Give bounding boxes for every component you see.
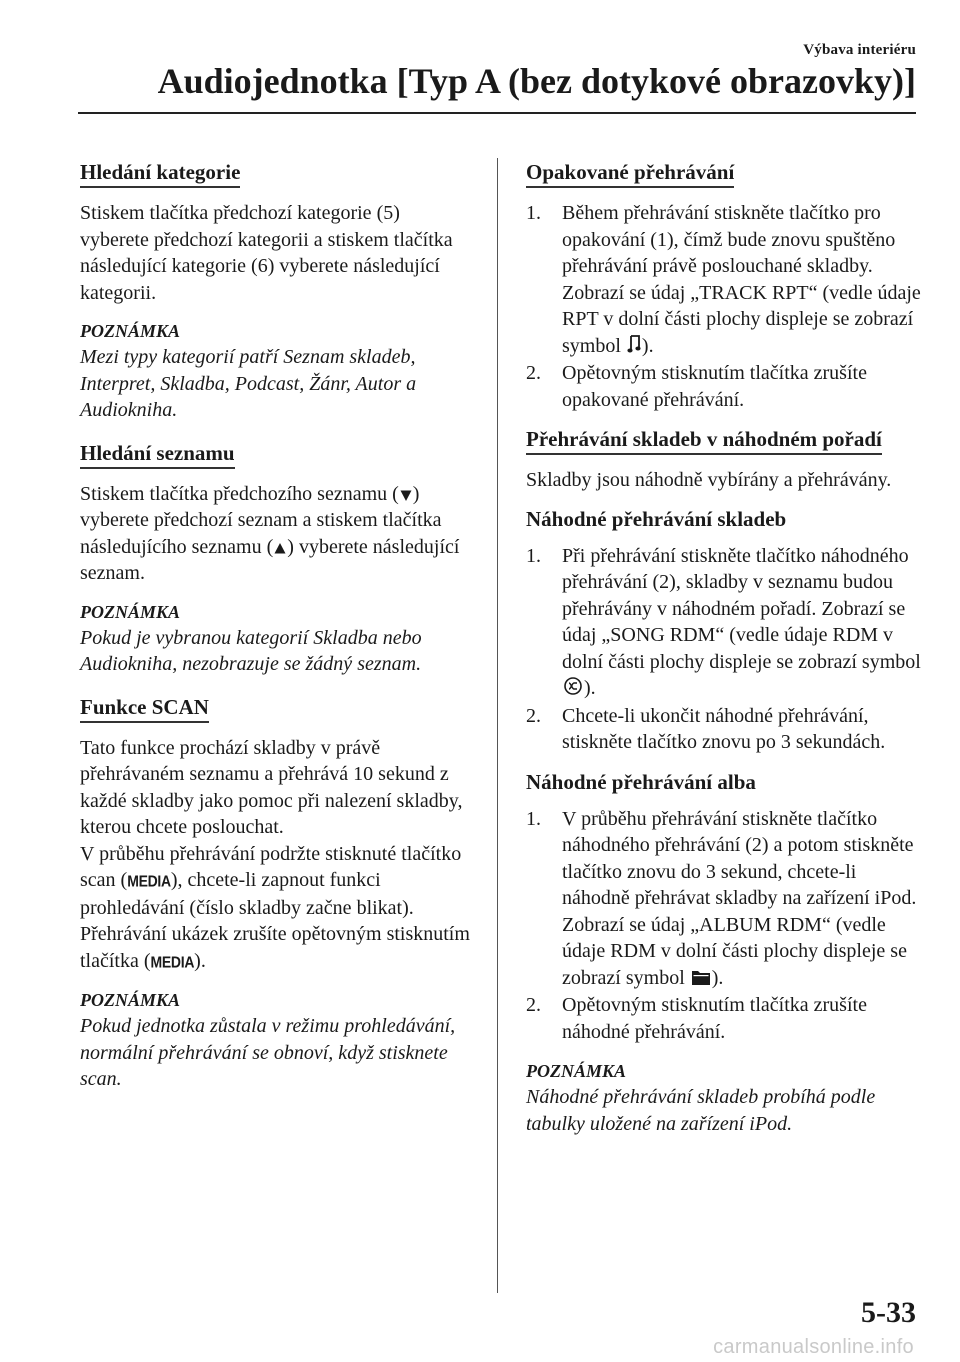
heading-random-songs: Náhodné přehrávání skladeb <box>526 506 787 531</box>
header-rule <box>78 112 916 114</box>
list-item: 1. Při přehrávání stiskněte tlačítko náhodného přehrávání (2), skladby v seznamu budou přehrávány v náhodném pořadí. Zobrazí se údaj „SONG RDM“ (vedle údaje RDM v dolní části plochy displeje se zobrazí symbol ). <box>526 544 921 699</box>
random-disc-icon <box>563 676 583 696</box>
heading-scan-function: Funkce SCAN <box>80 695 209 723</box>
left-column <box>80 160 472 1110</box>
page-title: Audiojednotka [Typ A (bez dotykové obrazovky)] <box>157 61 916 101</box>
repeat-steps <box>526 200 926 413</box>
media-button-icon: MEDIA <box>127 871 171 891</box>
watermark: carmanualsonline.info <box>713 1336 914 1358</box>
page-number: 5-33 <box>861 1296 916 1329</box>
list-item: 2. Chcete-li ukončit náhodné přehrávání, stiskněte tlačítko znovu po 3 sekundách. <box>526 704 886 753</box>
column-divider <box>497 158 498 1293</box>
note-label: POZNÁMKA <box>526 1061 627 1081</box>
list-item: 1. Během přehrávání stiskněte tlačítko pro opakování (1), čímž bude znovu spuštěno přehrávání právě poslouchané skladby. Zobrazí se údaj „TRACK RPT“ (vedle údaje RPT v dolní části plochy displeje se zobrazí symbol ). <box>526 202 921 357</box>
random-album-steps <box>526 806 926 1046</box>
note-label: POZNÁMKA <box>80 601 181 622</box>
heading-random-playback: Přehrávání skladeb v náhodném pořadí <box>526 427 882 455</box>
paragraph-scan-usage: V průběhu přehrávání podržte stisknuté tlačítko scan (MEDIA), chcete-li zapnout funkci prohledávání (číslo skladby začne blikat). Přehrávání ukázek zrušíte opětovným stisknutím tlačítka (MEDIA). <box>80 841 472 976</box>
note-category-types: Mezi typy kategorií patří Seznam skladeb, Interpret, Skladba, Podcast, Žánr, Autor a Audiokniha. <box>80 346 417 421</box>
paragraph-scan-intro: Tato funkce prochází skladby v právě přehrávaném seznamu a přehrává 10 sekund z každé skladby jako pomoc při nalezení skladby, kterou chcete poslouchat. <box>80 736 463 838</box>
right-column <box>526 160 926 1154</box>
list-item: 1. V průběhu přehrávání stiskněte tlačítko náhodného přehrávání (2) a potom stiskněte tlačítko znovu do 3 sekund, chcete-li náhodně přehrávat skladby na zařízení iPod. Zobrazí se údaj „ALBUM RDM“ (vedle údaje RDM v dolní části plochy displeje se zobrazí symbol ). <box>526 807 917 989</box>
heading-list-search: Hledání seznamu <box>80 441 235 469</box>
list-item: 2. Opětovným stisknutím tlačítka zrušíte opakované přehrávání. <box>526 362 867 411</box>
section-label: Výbava interiéru <box>803 42 916 58</box>
note-label: POZNÁMKA <box>80 321 181 341</box>
music-note-repeat-icon <box>627 334 641 354</box>
paragraph-list-search: Stiskem tlačítka předchozího seznamu ( ) vyberete předchozí seznam a stiskem tlačítka následujícího seznamu ( ) vyberete následující seznam. <box>80 482 460 584</box>
heading-repeat-playback: Opakované přehrávání <box>526 160 734 188</box>
folder-icon <box>691 968 711 986</box>
list-item: 2. Opětovným stisknutím tlačítka zrušíte náhodné přehrávání. <box>526 994 867 1043</box>
triangle-down-icon <box>400 489 412 502</box>
heading-category-search: Hledání kategorie <box>80 160 240 188</box>
paragraph-random-intro: Skladby jsou náhodně vybírány a přehrávány. <box>526 469 892 491</box>
triangle-up-icon <box>274 542 286 555</box>
note-random-table: Náhodné přehrávání skladeb probíhá podle tabulky uložené na zařízení iPod. <box>526 1086 876 1135</box>
heading-random-album: Náhodné přehrávání alba <box>526 769 756 794</box>
media-button-icon: MEDIA <box>150 952 195 971</box>
note-scan-resume: Pokud jednotka zůstala v režimu prohledávání, normální přehrávání se obnoví, když stisknete scan. <box>80 1015 456 1090</box>
random-song-steps <box>526 543 926 756</box>
note-label: POZNÁMKA <box>80 990 181 1010</box>
note-no-list: Pokud je vybranou kategorií Skladba nebo Audiokniha, nezobrazuje se žádný seznam. <box>80 626 422 675</box>
paragraph-category-search: Stiskem tlačítka předchozí kategorie (5) vyberete předchozí kategorii a stiskem tlačítka následující kategorie (6) vyberete následující kategorii. <box>80 202 453 304</box>
